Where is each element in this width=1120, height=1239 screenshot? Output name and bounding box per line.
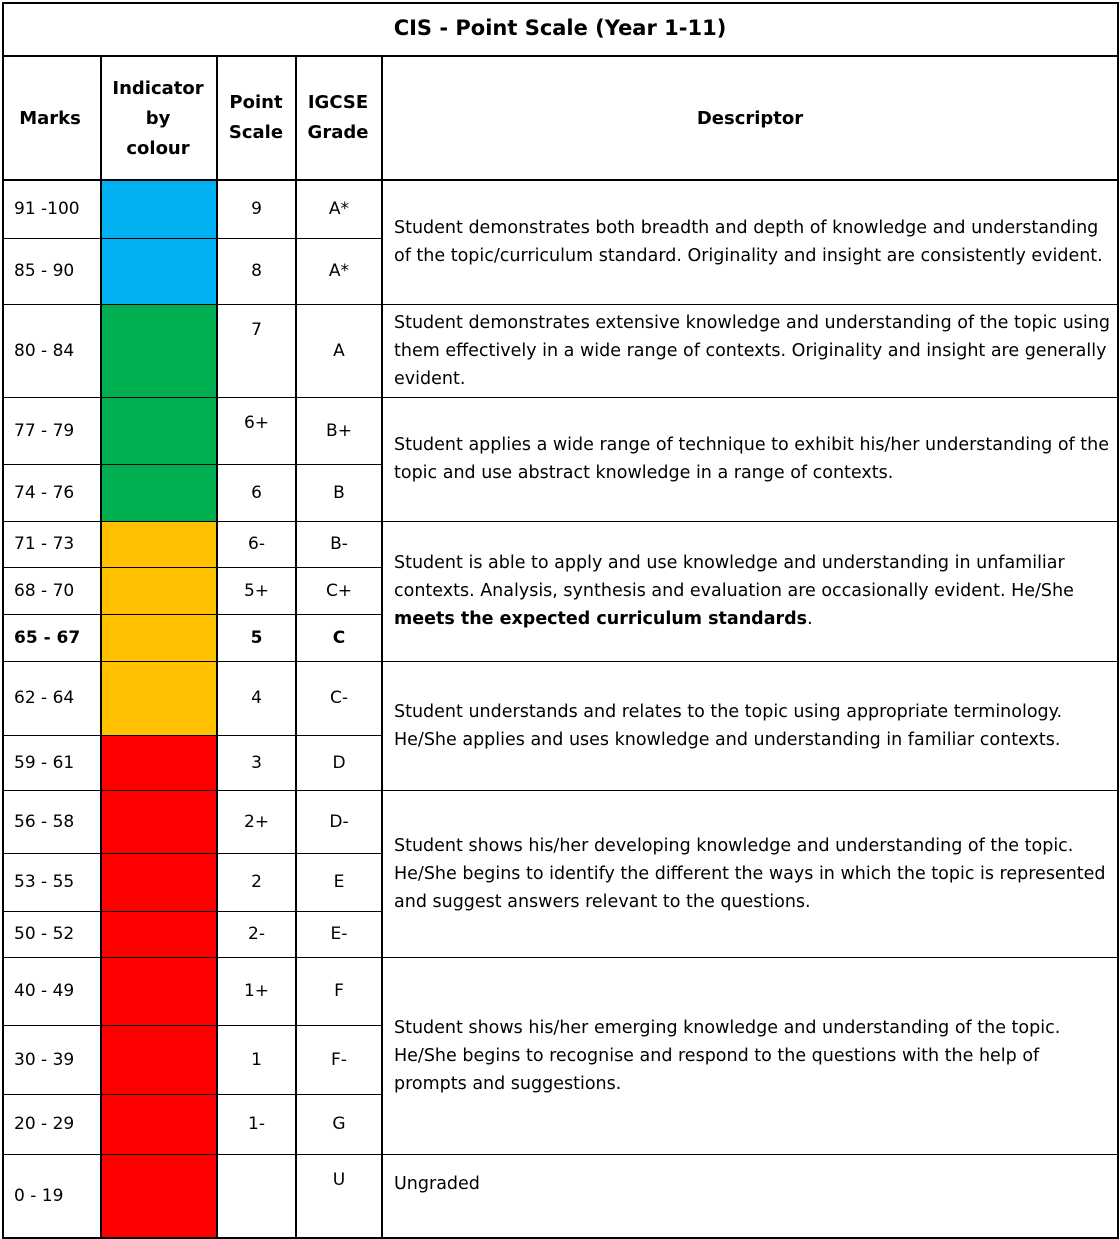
colour-indicator-blue bbox=[101, 238, 216, 304]
row-divider bbox=[2, 304, 1117, 305]
header-point-line2: Scale bbox=[228, 122, 284, 143]
row-divider bbox=[2, 661, 1117, 662]
descriptor-cell bbox=[394, 1014, 1110, 1098]
point-scale-cell: 4 bbox=[251, 688, 262, 708]
marks-cell: 77 - 79 bbox=[14, 420, 75, 441]
colour-indicator-red bbox=[101, 790, 216, 853]
descriptor-emphasis: meets the expected curriculum standards bbox=[394, 609, 808, 629]
marks-cell: 20 - 29 bbox=[14, 1114, 75, 1134]
descriptor-cell bbox=[394, 431, 1110, 487]
point-scale-cell: 6+ bbox=[243, 413, 270, 433]
colour-indicator-blue bbox=[101, 179, 216, 238]
point-scale-cell: 2+ bbox=[243, 811, 270, 832]
point-scale-cell: 9 bbox=[251, 198, 262, 219]
marks-cell: 53 - 55 bbox=[14, 872, 75, 892]
table-border-top bbox=[2, 2, 1119, 4]
marks-cell: 74 - 76 bbox=[14, 482, 75, 503]
igcse-grade-cell: C bbox=[332, 627, 346, 648]
marks-cell: 62 - 64 bbox=[14, 688, 75, 708]
colour-indicator-green bbox=[101, 397, 216, 464]
igcse-grade-cell: U bbox=[332, 1170, 346, 1190]
colour-indicator-amber bbox=[101, 661, 216, 735]
row-divider bbox=[2, 1094, 381, 1095]
igcse-grade-cell: G bbox=[332, 1114, 346, 1134]
column-divider bbox=[100, 55, 102, 1237]
header-point-line1: Point bbox=[229, 92, 283, 113]
igcse-grade-cell: D bbox=[332, 752, 346, 773]
point-scale-cell: 2 bbox=[251, 872, 262, 892]
point-scale-cell: 8 bbox=[251, 261, 262, 281]
marks-cell: 91 -100 bbox=[14, 198, 80, 219]
point-scale-cell: 7 bbox=[251, 320, 262, 340]
colour-indicator-amber bbox=[101, 567, 216, 614]
descriptor-text: Student demonstrates extensive knowledge and understanding of the topic using them effectively in a wide range of contexts. Originality and insight are generally evident. bbox=[394, 313, 1110, 389]
colour-indicator-red bbox=[101, 735, 216, 790]
point-scale-cell: 2- bbox=[248, 924, 265, 944]
igcse-grade-cell: B bbox=[333, 482, 345, 503]
descriptor-cell bbox=[394, 698, 1110, 754]
descriptor-text: Student shows his/her emerging knowledge and understanding of the topic. He/She begins to recognise and respond to the questions with the help of prompts and suggestions. bbox=[394, 1018, 1061, 1094]
descriptor-cell bbox=[394, 549, 1110, 633]
column-divider bbox=[381, 55, 383, 1237]
colour-indicator-green bbox=[101, 464, 216, 521]
row-divider bbox=[2, 614, 381, 615]
igcse-grade-cell: E bbox=[333, 872, 345, 892]
point-scale-cell: 6 bbox=[251, 482, 262, 503]
header-indicator bbox=[100, 74, 216, 164]
colour-indicator-red bbox=[101, 911, 216, 957]
row-divider bbox=[2, 567, 381, 568]
table-border-left bbox=[2, 2, 4, 1239]
marks-cell: 65 - 67 bbox=[14, 627, 81, 648]
igcse-grade-cell: A bbox=[333, 340, 345, 361]
colour-indicator-red bbox=[101, 1154, 216, 1237]
descriptor-text: Student demonstrates both breadth and depth of knowledge and understanding of the topic/curriculum standard. Originality and insight are consistently evident. bbox=[394, 218, 1103, 266]
column-divider bbox=[295, 55, 297, 1237]
descriptor-cell bbox=[394, 214, 1110, 270]
column-divider bbox=[216, 55, 218, 1237]
row-divider bbox=[2, 957, 1117, 958]
descriptor-text-end: . bbox=[807, 609, 813, 629]
igcse-grade-cell: C+ bbox=[325, 580, 353, 601]
igcse-grade-cell: A* bbox=[328, 261, 350, 281]
descriptor-cell bbox=[394, 1170, 1110, 1198]
marks-cell: 71 - 73 bbox=[14, 534, 75, 554]
row-divider bbox=[2, 790, 1117, 791]
title-divider bbox=[2, 55, 1119, 57]
marks-cell: 59 - 61 bbox=[14, 752, 75, 773]
row-divider bbox=[2, 1154, 1117, 1155]
table-title: CIS - Point Scale (Year 1-11) bbox=[393, 16, 727, 40]
header-descriptor bbox=[382, 104, 1118, 134]
header-grade-line1: IGCSE bbox=[307, 92, 369, 113]
header-descriptor-label: Descriptor bbox=[696, 108, 804, 129]
point-scale-cell: 5 bbox=[250, 627, 263, 648]
colour-indicator-amber bbox=[101, 521, 216, 567]
colour-indicator-red bbox=[101, 1094, 216, 1154]
descriptor-text: Ungraded bbox=[394, 1174, 480, 1194]
igcse-grade-cell: A* bbox=[328, 198, 350, 219]
header-marks bbox=[0, 104, 100, 134]
row-divider bbox=[2, 521, 1117, 522]
igcse-grade-cell: B+ bbox=[326, 420, 352, 441]
header-indicator-line3: colour bbox=[126, 138, 190, 159]
marks-cell: 0 - 19 bbox=[14, 1185, 64, 1206]
marks-cell: 68 - 70 bbox=[14, 580, 75, 601]
igcse-grade-cell: F bbox=[334, 981, 344, 1001]
point-scale-cell: 3 bbox=[251, 752, 262, 773]
descriptor-cell bbox=[394, 832, 1110, 916]
row-divider bbox=[2, 853, 381, 854]
marks-cell: 85 - 90 bbox=[14, 261, 75, 281]
marks-cell: 80 - 84 bbox=[14, 340, 75, 361]
igcse-grade-cell: E- bbox=[330, 924, 348, 944]
header-indicator-line2: by bbox=[145, 108, 171, 129]
descriptor-text: Student understands and relates to the topic using appropriate terminology. He/She applies and uses knowledge and understanding in familiar contexts. bbox=[394, 702, 1063, 750]
colour-indicator-red bbox=[101, 957, 216, 1025]
row-divider bbox=[2, 911, 381, 912]
colour-indicator-amber bbox=[101, 614, 216, 661]
point-scale-cell: 6- bbox=[248, 534, 265, 554]
point-scale-cell: 5+ bbox=[243, 580, 270, 601]
row-divider bbox=[2, 1025, 381, 1026]
marks-cell: 56 - 58 bbox=[14, 811, 75, 832]
marks-cell: 30 - 39 bbox=[14, 1049, 75, 1070]
row-divider bbox=[2, 464, 381, 465]
header-indicator-line1: Indicator bbox=[112, 78, 204, 99]
colour-indicator-red bbox=[101, 853, 216, 911]
point-scale-cell: 1- bbox=[248, 1114, 265, 1134]
descriptor-text: Student applies a wide range of technique to exhibit his/her understanding of the topic and use abstract knowledge in a range of contexts. bbox=[394, 435, 1109, 483]
point-scale-cell: 1+ bbox=[243, 981, 270, 1001]
row-divider bbox=[2, 735, 381, 736]
colour-indicator-red bbox=[101, 1025, 216, 1094]
igcse-grade-cell: D- bbox=[329, 811, 349, 832]
table-border-right bbox=[1117, 2, 1119, 1239]
header-divider bbox=[2, 179, 1119, 181]
marks-cell: 50 - 52 bbox=[14, 924, 75, 944]
igcse-grade-cell: C- bbox=[329, 688, 349, 708]
header-igcse-grade bbox=[295, 88, 381, 148]
igcse-grade-cell: B- bbox=[330, 534, 348, 554]
header-point-scale bbox=[217, 88, 295, 148]
descriptor-text: Student shows his/her developing knowledge and understanding of the topic. He/She begins to identify the different the ways in which the topic is represented and suggest answers relevant to the questions. bbox=[394, 836, 1106, 912]
header-grade-line2: Grade bbox=[307, 122, 369, 143]
row-divider bbox=[2, 397, 1117, 398]
descriptor-text: Student is able to apply and use knowledge and understanding in unfamiliar contexts. Analysis, synthesis and evaluation are occasionally evident. He/She bbox=[394, 553, 1074, 601]
marks-cell: 40 - 49 bbox=[14, 981, 75, 1001]
point-scale-cell: 1 bbox=[251, 1049, 262, 1070]
row-divider bbox=[2, 238, 381, 239]
header-marks-label: Marks bbox=[19, 108, 81, 129]
descriptor-cell bbox=[394, 309, 1110, 393]
colour-indicator-green bbox=[101, 304, 216, 397]
igcse-grade-cell: F- bbox=[331, 1049, 347, 1070]
